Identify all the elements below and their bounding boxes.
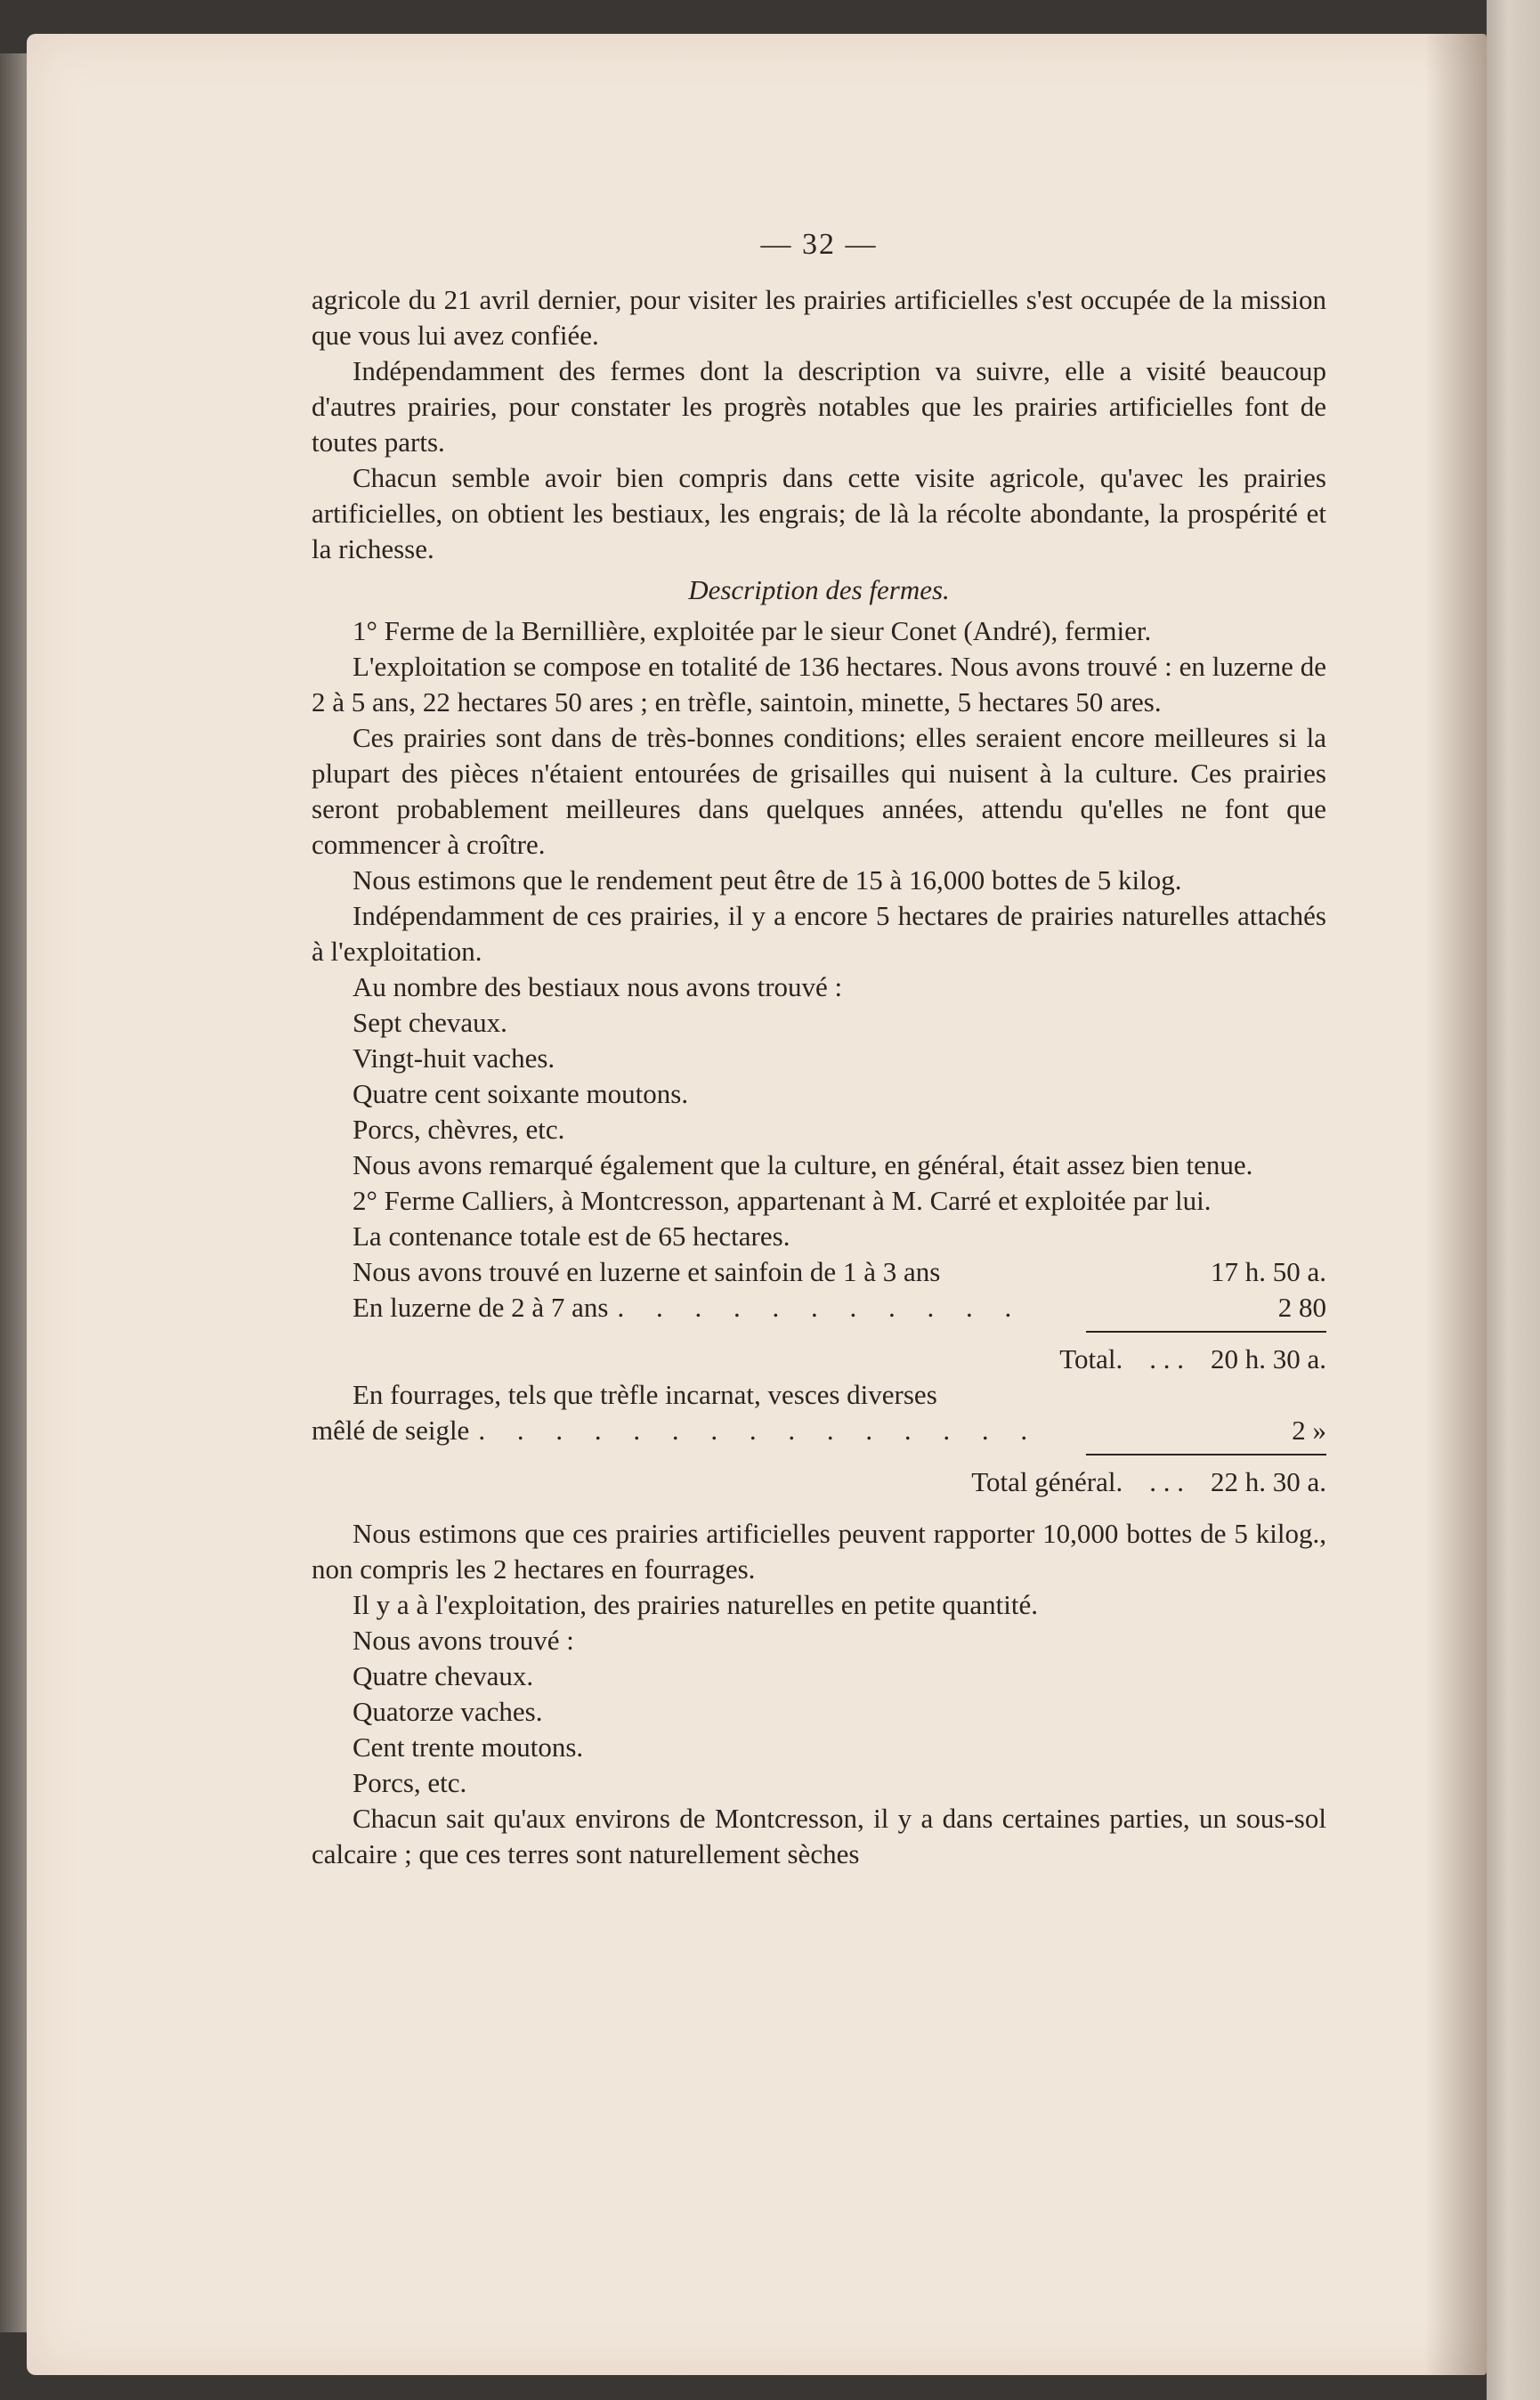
page-number: — 32 — (760, 228, 878, 261)
paragraph: Nous estimons que ces prairies artificielles peuvent rapporter 10,000 bottes de 5 kilog., non compris les 2 hectares en fourrages. (312, 1518, 1326, 1585)
total-value: 22 h. 30 a. (1210, 1466, 1326, 1497)
livestock-list-2 (312, 1623, 1326, 1801)
paragraph: Nous estimons que le rendement peut être de 15 à 16,000 bottes de 5 kilog. (353, 864, 1182, 896)
paragraph: Chacun semble avoir bien compris dans cette visite agricole, qu'avec les prairies artificielles, on obtient les bestiaux, les engrais; de là la récolte abondante, la prospérité et la richesse. (312, 462, 1326, 564)
list-item: Vingt-huit vaches. (353, 1042, 555, 1074)
list-item: Porcs, etc. (353, 1767, 467, 1798)
list-item: Quatre chevaux. (353, 1660, 534, 1691)
row-label: mêlé de seigle (312, 1415, 470, 1446)
leader-dots: . . . (1149, 1466, 1184, 1497)
sum-rule (1086, 1454, 1326, 1455)
page-gutter-shadow (1424, 34, 1487, 2375)
paragraph: Nous avons remarqué également que la culture, en général, était assez bien tenue. (353, 1149, 1253, 1180)
book-spine-edge (0, 53, 27, 2332)
leader-dots: . . . . . . . . . . . . . . . (478, 1415, 1041, 1446)
sum-rule (1086, 1331, 1326, 1333)
farm-title: 1° Ferme de la Bernillière, exploitée par le sieur Conet (André), fermier. (353, 615, 1152, 646)
row-value: 17 h. 50 a. (1210, 1256, 1326, 1287)
paragraph: Chacun sait qu'aux environs de Montcresson, il y a dans certaines parties, un sous-sol calcaire ; que ces terres sont naturellement sèches (312, 1803, 1326, 1869)
leader-dots: . . . . . . . . . . . (617, 1292, 1025, 1323)
page-text (312, 227, 1326, 1872)
list-item: Au nombre des bestiaux nous avons trouvé : (353, 971, 843, 1002)
section-heading: Description des fermes. (688, 574, 950, 605)
table-row (353, 1254, 1326, 1290)
leader-dots: . . . (1149, 1343, 1184, 1374)
list-item: Porcs, chèvres, etc. (353, 1114, 565, 1145)
paragraph: Ces prairies sont dans de très-bonnes conditions; elles seraient encore meilleures si la plupart des pièces n'étaient entourées de grisailles qui nuisent à la culture. Ces prairies seront probablement meilleures dans quelques années, attendu qu'elles ne font que commencer à croître. (312, 722, 1326, 860)
list-item: Quatre cent soixante moutons. (353, 1078, 689, 1109)
row-value: 2 » (1292, 1415, 1326, 1446)
area-table (312, 1254, 1326, 1377)
farm-title: 2° Ferme Calliers, à Montcresson, appartenant à M. Carré et exploitée par lui. (353, 1185, 1212, 1216)
total-row (353, 1342, 1326, 1377)
livestock-list-1 (312, 969, 1326, 1147)
facing-page-edge (1487, 0, 1540, 2400)
total-label: Total général. (971, 1466, 1123, 1497)
paragraph: agricole du 21 avril dernier, pour visiter les prairies artificielles s'est occupée de la mission que vous lui avez confiée. (312, 284, 1326, 351)
list-item: Cent trente moutons. (353, 1731, 584, 1763)
total-row (312, 1464, 1326, 1500)
list-item: Nous avons trouvé : (353, 1625, 574, 1656)
table-row (353, 1290, 1326, 1326)
paragraph: La contenance totale est de 65 hectares. (353, 1220, 790, 1252)
total-label: Total. (1059, 1343, 1123, 1374)
paragraph: Indépendamment des fermes dont la description va suivre, elle a visité beaucoup d'autres prairies, pour constater les progrès notables que les prairies artificielles font de toutes parts. (312, 355, 1326, 458)
row-value: 2 80 (1277, 1292, 1326, 1323)
list-item: Quatorze vaches. (353, 1696, 543, 1727)
list-item: Sept chevaux. (353, 1007, 507, 1038)
paragraph: Indépendamment de ces prairies, il y a encore 5 hectares de prairies naturelles attachés à l'exploitation. (312, 900, 1326, 967)
paragraph: Il y a à l'exploitation, des prairies naturelles en petite quantité. (353, 1589, 1038, 1620)
row-label: Nous avons trouvé en luzerne et sainfoin de 1 à 3 ans (353, 1256, 941, 1287)
row-label: En luzerne de 2 à 7 ans (353, 1292, 609, 1323)
paragraph: En fourrages, tels que trèfle incarnat, vesces diverses (353, 1379, 937, 1410)
total-value: 20 h. 30 a. (1210, 1343, 1326, 1374)
table-row (312, 1413, 1326, 1448)
paragraph: L'exploitation se compose en totalité de 136 hectares. Nous avons trouvé : en luzerne de 2 à 5 ans, 22 hectares 50 ares ; en trèfle, saintoin, minette, 5 hectares 50 ares. (312, 651, 1326, 718)
